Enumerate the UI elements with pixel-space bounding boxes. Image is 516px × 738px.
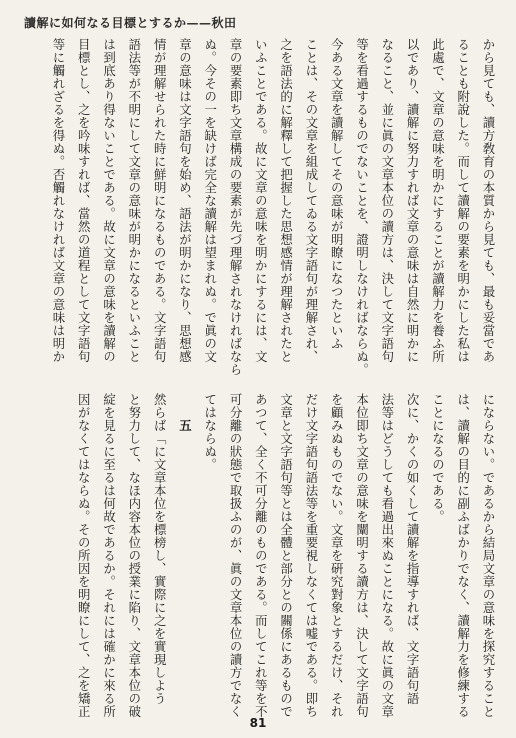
text-column: 之を語法的に解釋して把握した思想感情が理解されたと <box>278 38 294 363</box>
section-number: 五 <box>177 419 193 432</box>
text-column: なること、並に眞の文章本位の讀方は、決して文字語句 <box>379 38 395 363</box>
page-number: 81 <box>249 716 267 730</box>
text-column: 綻を見るに至るは何故であるか。それには確かに來る所 <box>101 393 117 718</box>
text-column: 情が理解せられた時に鮮明になるものである。文字語句 <box>152 38 168 363</box>
text-column: 章の要素即ち文章構成の要素が先づ理解されなければなら <box>228 38 244 376</box>
text-column: 等を看過するものでないことを、證明しなければならぬ。 <box>354 38 370 376</box>
text-column: 法等はどうしても看過出來ぬことになる。故に眞の文章 <box>379 393 395 718</box>
text-column: 此處で、文章の意味を明かにすることが讀解力を養ふ所 <box>430 38 446 363</box>
text-column: と努力して、なほ内容本位の授業に陷り、文章本位の破 <box>126 393 142 718</box>
text-column: 本位即ち文章の意味を闡明する讀方は、決して文字語句 <box>354 393 370 718</box>
text-column: は、讀解の目的に副ふばかりでなく、讀解力を修練する <box>455 393 471 718</box>
text-column: 可分離の狀態で取扱ふのが、眞の文章本位の讀方でなく <box>228 393 244 718</box>
text-column: 等に觸れざるを得ぬ。否觸れなければ文章の意味は明か <box>50 38 66 363</box>
text-column: 然らば「に文章本位を標榜し、實際に之を實現しよう <box>152 393 168 705</box>
text-column: ぬ。今その一を缺けば完全な讀解は望まれぬ。で眞の文 <box>202 38 218 363</box>
lower-text-block <box>21 393 501 718</box>
text-column: 目標とし、之を吟味すれば、當然の道程として文字語句 <box>76 38 92 363</box>
text-column: は到底あり得ないことである。故に文章の意味を讀解の <box>101 38 117 363</box>
text-column: 以であり、讀解に努力すれば文章の意味は自然に明かに <box>405 38 421 363</box>
text-column: にならない。であるから結局文章の意味を探究すること <box>481 393 496 718</box>
text-column: 因がなくてはならぬ。その所因を明瞭にして、之を矯正 <box>76 393 92 718</box>
text-column: だけ文字語句語法等を重要視しなくては嘘である。即ち <box>303 393 319 718</box>
text-column: 次に、かくの如くして讀解を指導すれば、文字語句語 <box>405 393 421 705</box>
text-column: から見ても、讀方敎育の本質から見ても、最も妥當であ <box>481 38 496 363</box>
text-column: ことになるのである。 <box>430 393 446 523</box>
text-column: 章の意味は文字語句を始め、語法が明かになり、思想感 <box>177 38 193 363</box>
upper-text-block <box>21 38 501 384</box>
text-column: ることも附說した。而して讀解の要素を明かにした私は <box>455 38 471 363</box>
text-column: てはならぬ。 <box>202 393 218 471</box>
text-column: 文章と文字語句等とは全體と部分との關係にあるもので <box>278 393 294 718</box>
text-column: 語法等が不明にして文章の意味が明かになるといふこと <box>126 38 142 363</box>
running-head: 讀解に如何なる目標とするか——秋田 <box>24 16 237 30</box>
text-column: を顧みぬものでない。文章を硏究對象とするだけ、それ <box>329 393 345 718</box>
text-column: いふことである。故に文章の意味を明かにするには、文 <box>253 38 269 363</box>
text-column: 今ある文章を讀解してその意味が明瞭になつたといふ <box>329 38 345 350</box>
text-column: ことは、その文章を組成してゐる文字語句が理解され、 <box>303 38 319 363</box>
text-column: あつて、全く不可分離のものである。而してこれ等を不 <box>253 393 269 718</box>
section-heading <box>172 393 197 711</box>
